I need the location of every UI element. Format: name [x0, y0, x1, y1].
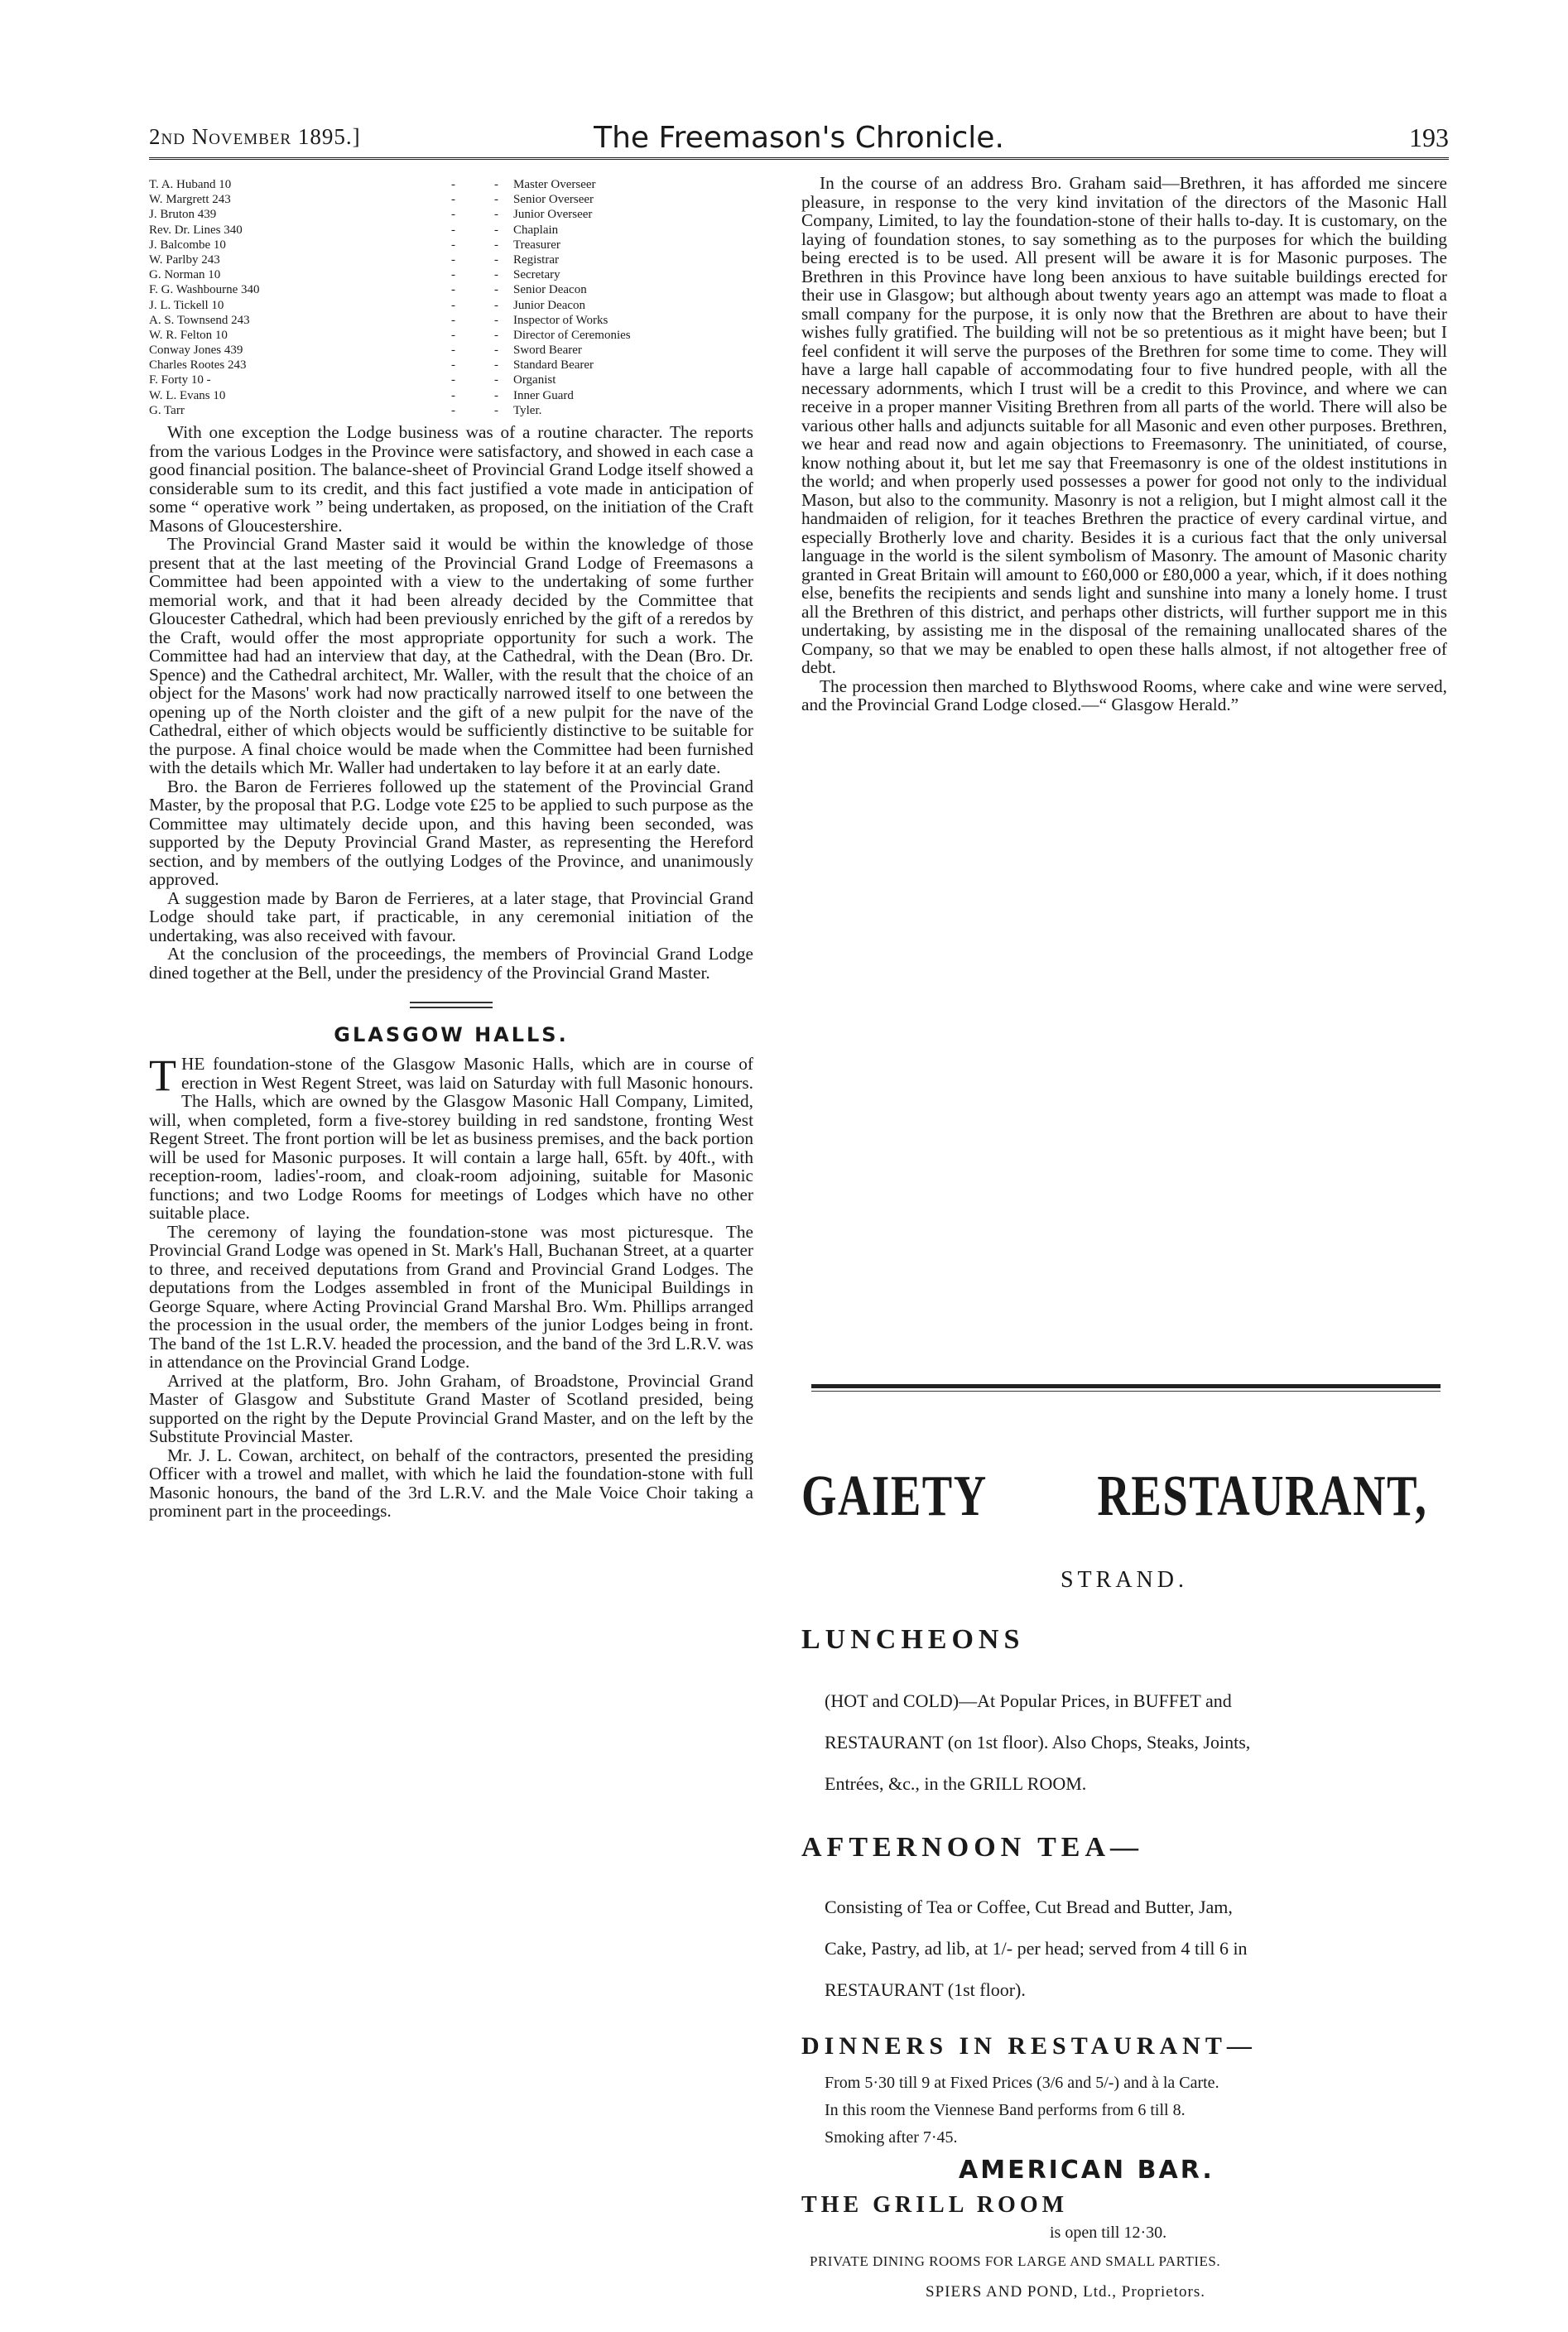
officer-name: J. Balcombe 10: [149, 238, 226, 252]
proprietors: SPIERS AND POND, Ltd., Proprietors.: [926, 2283, 1205, 2301]
leader-dashes: - -: [451, 388, 498, 402]
leader-dashes: - -: [451, 344, 498, 358]
officer-name: Charles Rootes 243: [149, 358, 247, 373]
leader-dashes: - -: [451, 208, 498, 222]
officer-office: Master Overseer: [513, 178, 596, 191]
officer-name: Conway Jones 439: [149, 344, 243, 358]
leader-dashes: - -: [451, 193, 498, 207]
dinners-line-3: Smoking after 7·45.: [825, 2128, 958, 2147]
officer-name: J. Bruton 439: [149, 208, 217, 222]
leader-dashes: - -: [451, 223, 498, 237]
officer-name: F. G. Washbourne 340: [149, 283, 260, 297]
officer-name: F. Forty 10 -: [149, 373, 211, 387]
afternoon-tea-heading: AFTERNOON TEA—: [801, 1832, 1144, 1863]
leader-dashes: - -: [451, 238, 498, 252]
glasgow-paragraphs: [149, 1223, 753, 1521]
drop-cap: T: [149, 1051, 176, 1100]
glasgow-first-paragraph: [149, 1051, 753, 1223]
leader-dashes: - -: [451, 358, 498, 373]
leader-dashes: - -: [451, 313, 498, 327]
officer-name: A. S. Townsend 243: [149, 313, 250, 327]
address-paragraph: The procession then marched to Blythswood Rooms, where cake and wine were served, and the Provincial Grand Lodge closed.—“ Glasgow Herald.”: [801, 676, 1447, 714]
advert-title-right: RESTAURANT,: [1097, 1464, 1428, 1528]
glasgow-paragraph: Mr. J. L. Cowan, architect, on behalf of the contractors, presented the presiding Officer with a trowel and mallet, with which he laid the foundation-stone with full Masonic honours, the band of the 3rd L.R.V. and the Male Voice Choir taking a prominent part in the proceedings.: [149, 1445, 753, 1521]
address-paragraph: In the course of an address Bro. Graham said—Brethren, it has afforded me sincere pleasure, in response to the very kind invitation of the directors of the Masonic Hall Company, Limited, to lay the foundation-stone of their halls to-day. It is customary, on the laying of foundation stones, to say something as to the purposes for which the building being erected is to be used. All present will be aware it is for Masonic purposes. The Brethren in this Province have long been anxious to have suitable buildings erected for their use in Glasgow; but although about twenty years ago an attempt was made to float a small company for the purpose, it is only now that the Brethren are about to have their wishes fully gratified. The building will not be so pretentious as it might have been; but I feel confident it will serve the purposes of the Brethren for some time to come. They will have a large hall capable of accommodating four to five hundred people, with all the necessary adornments, which I trust will be a credit to this Province, and where we can receive in a proper manner Visiting Brethren from all parts of the world. There will also be various other halls and adjuncts suitable for all Masonic and even other purposes. Brethren, we hear and read now and again objections to Freemasonry. The uninitiated, of course, know nothing about it, but let me say that Freemasonry is one of the oldest institutions in the world; and when properly used possesses a power for good not only to the individual Mason, but also to the community. Masonry is not a religion, but I might almost call it the handmaiden of religion, for it teaches Brethren the practice of every cardinal virtue, and especially Brotherly love and charity. Besides it is a curious fact that the only universal language in the world is the silent symbolism of Masonry. The amount of Masonic charity granted in Great Britain will amount to £60,000 or £80,000 a year, which, if it does nothing else, benefits the recipients and sends light and sunshine into many a lonely home. I trust all the Brethren of this district, and perhaps other districts, will further support me in this undertaking, by assisting me in the disposal of the remaining unallocated shares of the Company, so that we may be enabled to open these halls almost, if not altogether free of debt.: [801, 173, 1447, 677]
dinners-line-2: In this room the Viennese Band performs from 6 till 8.: [825, 2101, 1186, 2119]
officer-office: Standard Bearer: [513, 358, 594, 373]
officer-list: [149, 177, 753, 418]
dinners-heading: DINNERS IN RESTAURANT—: [801, 2032, 1257, 2060]
officer-name: Rev. Dr. Lines 340: [149, 223, 243, 237]
advert-lower: [801, 0, 1447, 2332]
officer-row: [149, 298, 753, 313]
report-paragraph: At the conclusion of the proceedings, the members of Provincial Grand Lodge dined together at the Bell, under the presidency of the Provincial Grand Master.: [149, 944, 753, 983]
report-paragraph: With one exception the Lodge business was of a routine character. The reports from the various Lodges in the Province were satisfactory, and showed in each case a good financial position. The balance-sheet of Provincial Grand Lodge itself showed a considerable sum to its credit, and this fact justified a vote made in anticipation of some “ operative work ” being undertaken, as proposed, on the initiation of the Craft Masons of Gloucestershire.: [149, 422, 753, 536]
luncheons-heading: LUNCHEONS: [801, 1624, 1025, 1655]
officer-name: G. Norman 10: [149, 268, 221, 282]
officer-office: Chaplain: [513, 223, 559, 237]
page-number: 193: [1409, 123, 1449, 152]
officer-office: Junior Overseer: [513, 208, 593, 222]
grill-room-heading: THE GRILL ROOM: [801, 2192, 1069, 2218]
officer-row: [149, 328, 753, 343]
officer-row: [149, 192, 753, 207]
leader-dashes: - -: [451, 268, 498, 282]
advert-title-left: GAIETY: [801, 1464, 988, 1528]
glasgow-paragraph: The ceremony of laying the foundation-stone was most picturesque. The Provincial Grand Lodge was opened in St. Mark's Hall, Buchanan Street, at a quarter to three, and received deputations from Grand and Provincial Grand Lodges. The deputations from the Lodges assembled in front of the Municipal Buildings in George Square, where Acting Provincial Grand Marshal Bro. Wm. Phillips arranged the procession in the usual order, the members of the junior Lodges being in front. The band of the 1st L.R.V. headed the procession, and the band of the 3rd L.R.V. was in attendance on the Provincial Grand Lodge.: [149, 1221, 753, 1372]
officer-office: Inspector of Works: [513, 313, 608, 327]
issue-date: 2nd November 1895.]: [149, 124, 361, 149]
dinners-line-1: From 5·30 till 9 at Fixed Prices (3/6 and 5/-) and à la Carte.: [825, 2074, 1219, 2092]
officer-row: [149, 388, 753, 403]
officer-office: Senior Overseer: [513, 193, 594, 207]
officer-office: Junior Deacon: [513, 298, 586, 312]
section-separator: [410, 1002, 493, 1008]
officer-office: Organist: [513, 373, 556, 387]
officer-row: [149, 313, 753, 328]
report-paragraph: Bro. the Baron de Ferrieres followed up the statement of the Provincial Grand Master, by the proposal that P.G. Lodge vote £25 to be applied to such purpose as the Committee may ultimately decide upon, and this having been seconded, was supported by the Deputy Provincial Grand Master, as representing the Hereford section, and by members of the outlying Lodges of the Province, and unanimously approved.: [149, 776, 753, 889]
officer-office: Tyler.: [513, 403, 542, 417]
american-bar: AMERICAN BAR.: [959, 2156, 1214, 2185]
grill-room-hours: is open till 12·30.: [1050, 2224, 1167, 2242]
leader-dashes: - -: [451, 403, 498, 417]
officer-name: W. R. Felton 10: [149, 328, 228, 342]
officer-row: [149, 238, 753, 252]
report-paragraph: A suggestion made by Baron de Ferrieres, at a later stage, that Provincial Grand Lodge should take part, if practicable, in any ceremonial initiation of the undertaking, was also received with favour.: [149, 887, 753, 945]
leader-dashes: - -: [451, 373, 498, 387]
luncheons-line-1: (HOT and COLD)—At Popular Prices, in BUFFET and: [825, 1690, 1232, 1711]
left-column: [149, 174, 753, 1521]
officer-office: Secretary: [513, 268, 560, 282]
glasgow-article: [149, 1051, 753, 1521]
officer-row: [149, 252, 753, 267]
leader-dashes: - -: [451, 252, 498, 267]
luncheons-line-2: RESTAURANT (on 1st floor). Also Chops, Steaks, Joints,: [825, 1732, 1251, 1753]
tea-line-3: RESTAURANT (1st floor).: [825, 1979, 1026, 2000]
officer-name: W. Margrett 243: [149, 193, 231, 207]
officer-name: W. L. Evans 10: [149, 388, 226, 402]
officer-row: [149, 267, 753, 282]
journal-title: The Freemason's Chronicle.: [594, 121, 1004, 155]
officer-row: [149, 343, 753, 358]
officer-row: [149, 207, 753, 222]
glasgow-paragraph: Arrived at the platform, Bro. John Graham, of Broadstone, Provincial Grand Master of Glasgow and Substitute Grand Master of Scotland presided, being supported on the right by the Depute Provincial Grand Master, and on the left by the Substitute Provincial Master.: [149, 1370, 753, 1446]
leader-dashes: - -: [451, 178, 498, 191]
officer-name: G. Tarr: [149, 403, 185, 417]
officer-row: [149, 282, 753, 297]
advert-location: STRAND.: [1060, 1567, 1188, 1593]
lodge-report: [149, 423, 753, 982]
leader-dashes: - -: [451, 328, 498, 342]
officer-office: Inner Guard: [513, 388, 574, 402]
officer-row: [149, 177, 753, 192]
officer-office: Registrar: [513, 252, 559, 267]
leader-dashes: - -: [451, 298, 498, 312]
private-dining-rooms: PRIVATE DINING ROOMS FOR LARGE AND SMALL PARTIES.: [810, 2253, 1221, 2269]
report-paragraph: The Provincial Grand Master said it would be within the knowledge of those present that at the last meeting of the Provincial Grand Lodge of Freemasons a Committee had been appointed with a view to the undertaking of some further memorial work, and that it had been already decided by the Committee that Gloucester Cathedral, which had been previously enriched by the gift of a reredos by the Craft, would offer the most appropriate opportunity for such a work. The Committee had had an interview that day, at the Cathedral, with the Dean (Bro. Dr. Spence) and the Cathedral architect, Mr. Waller, with the result that the choice of an object for the Masons' work had now practically narrowed itself to one between the opening up of the North cloister and the gift of a new pulpit for the nave of the Cathedral, either of which objects would be sufficiently distinctive to be suitable for the purpose. A final choice would be made when the Committee had been furnished with the details which Mr. Waller had undertaken to lay before it at an early date.: [149, 534, 753, 777]
officer-name: W. Parlby 243: [149, 252, 220, 267]
luncheons-line-3: Entrées, &c., in the GRILL ROOM.: [825, 1773, 1087, 1794]
tea-line-2: Cake, Pastry, ad lib, at 1/- per head; served from 4 till 6 in: [825, 1938, 1248, 1959]
officer-office: Sword Bearer: [513, 344, 582, 358]
tea-line-1: Consisting of Tea or Coffee, Cut Bread and Butter, Jam,: [825, 1897, 1233, 1917]
officer-row: [149, 358, 753, 373]
officer-office: Director of Ceremonies: [513, 328, 631, 342]
officer-office: Senior Deacon: [513, 283, 587, 297]
officer-name: T. A. Huband 10: [149, 178, 232, 191]
officer-row: [149, 403, 753, 418]
officer-office: Treasurer: [513, 238, 560, 252]
glasgow-first-text: HE foundation-stone of the Glasgow Masonic Halls, which are in course of erection in West Regent Street, was laid on Saturday with full Masonic honours. The Halls, which are owned by the Glasgow Masonic Hall Company, Limited, will, when completed, form a five-storey building in red sandstone, fronting West Regent Street. The front portion will be let as business premises, and the back portion will be used for Masonic purposes. It will contain a large hall, 65ft. by 40ft., with reception-room, ladies'-room, and cloak-room adjoining, suitable for Masonic functions; and two Lodge Rooms for meetings of Lodges which have no other suitable place.: [149, 1054, 753, 1223]
officer-name: J. L. Tickell 10: [149, 298, 224, 312]
officer-row: [149, 223, 753, 238]
glasgow-halls-heading: GLASGOW HALLS.: [334, 1023, 569, 1046]
officer-row: [149, 373, 753, 387]
leader-dashes: - -: [451, 283, 498, 297]
